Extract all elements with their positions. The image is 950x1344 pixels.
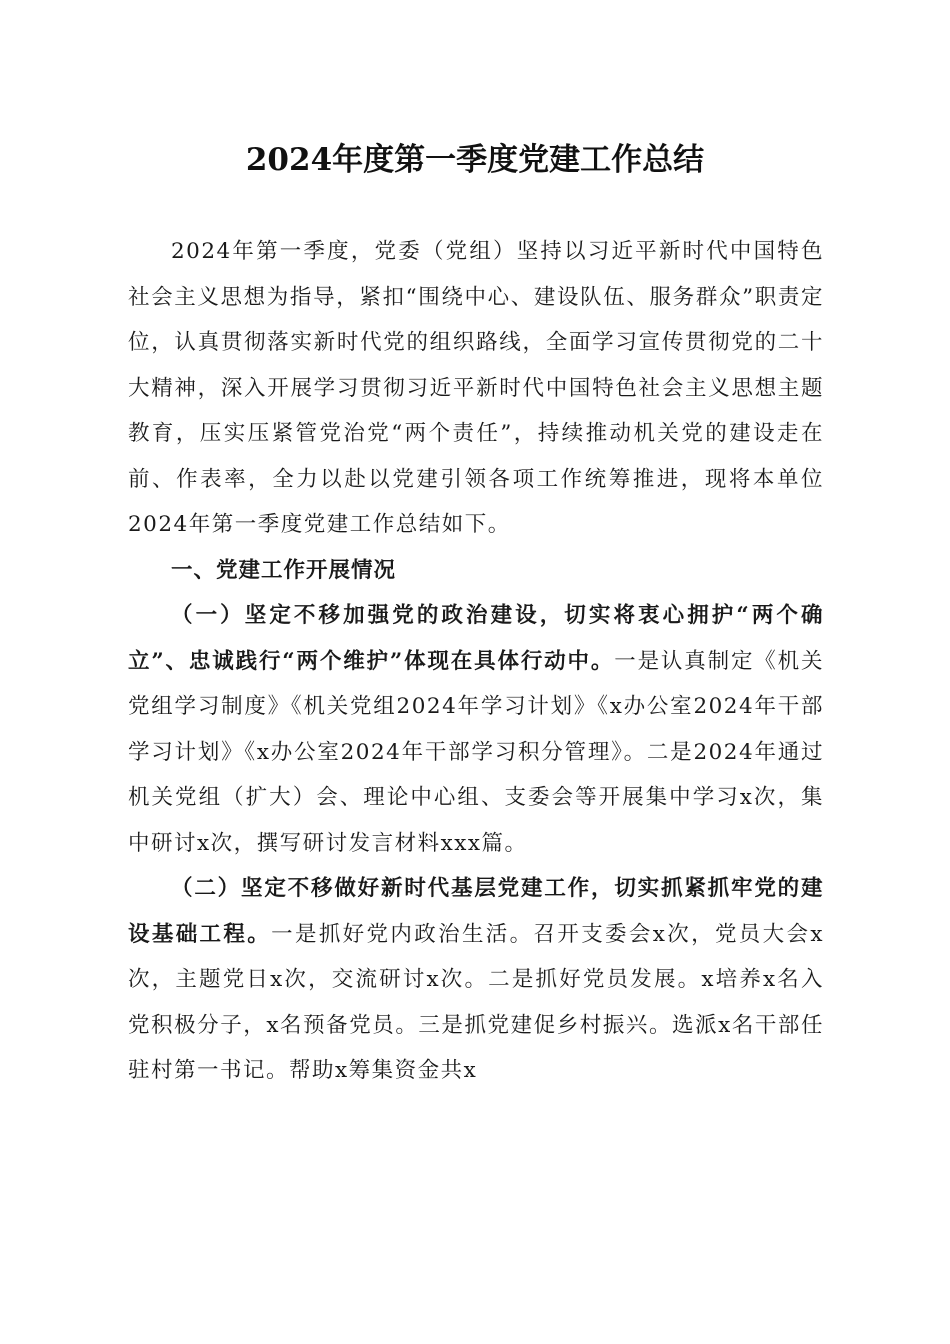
item-2-lead: （二）坚定不移做好新时代基层党建工作，切实抓紧抓牢党的建设基础工程。 [128,876,824,947]
item-paragraph-2 [128,866,824,1094]
section-heading: 一、党建工作开展情况 [171,557,397,583]
document-title: 2024年度第一季度党建工作总结 [245,142,705,178]
item-2-body: 一是抓好党内政治生活。召开支委会x次，党员大会x次，主题党日x次，交流研讨x次。二是抓好党员发展。x培养x名入党积极分子，x名预备党员。三是抓党建促乡村振兴。选派x名干部任驻村第一书记。帮助x筹集资金共x [128,921,824,1083]
intro-paragraph: 2024年第一季度，党委（党组）坚持以习近平新时代中国特色社会主义思想为指导，紧扣“围绕中心、建设队伍、服务群众”职责定位，认真贯彻落实新时代党的组织路线，全面学习宣传贯彻党的二十大精神，深入开展学习贯彻习近平新时代中国特色社会主义思想主题教育，压实压紧管党治党“两个责任”，持续推动机关党的建设走在前、作表率，全力以赴以党建引领各项工作统筹推进，现将本单位2024年第一季度党建工作总结如下。 [128,239,824,537]
document-body [128,229,824,1094]
item-1-body: 一是认真制定《机关党组学习制度》《机关党组2024年学习计划》《x办公室2024年干部学习计划》《x办公室2024年干部学习积分管理》。二是2024年通过机关党组（扩大）会、理论中心组、支委会等开展集中学习x次，集中研讨x次，撰写研讨发言材料xxx篇。 [128,648,824,856]
item-1-lead: （一）坚定不移加强党的政治建设，切实将衷心拥护“两个确立”、忠诚践行“两个维护”体现在具体行动中。 [128,603,824,674]
item-paragraph-1 [128,593,824,866]
